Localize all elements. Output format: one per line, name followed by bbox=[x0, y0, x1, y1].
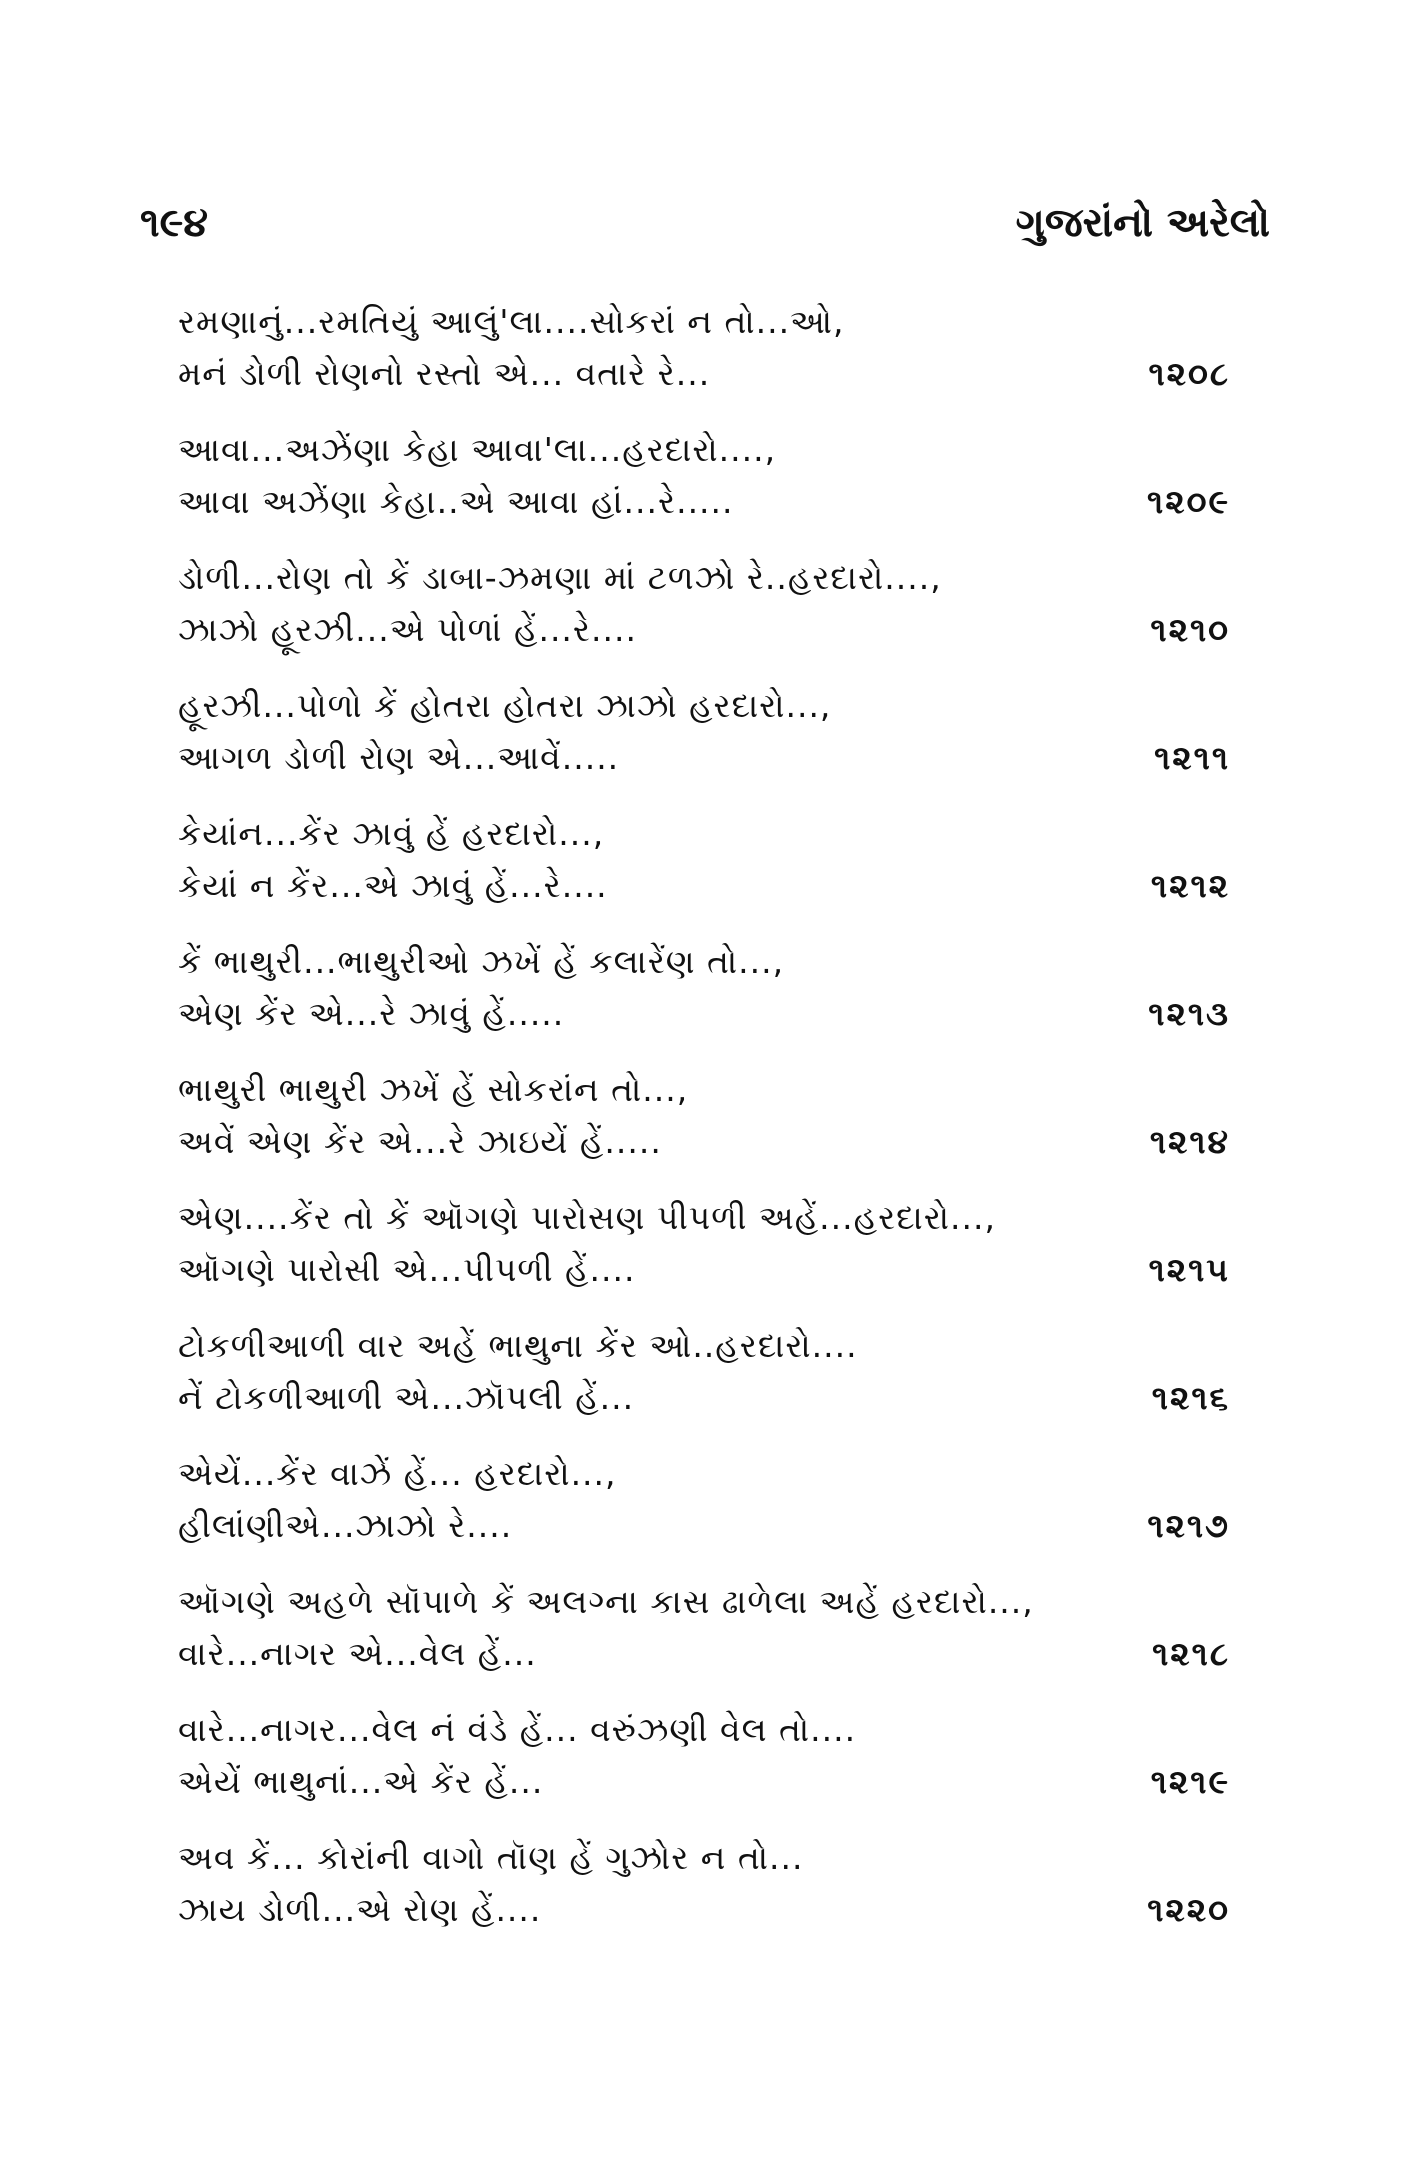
stanza-line-1: આવા...અઝેંણા કેહા આવા'લા...હરદારો...., bbox=[178, 430, 777, 469]
stanza bbox=[178, 812, 1230, 940]
stanza-line-2: આગળ ડોળી રોણ એ...આવેં..... bbox=[178, 738, 620, 777]
stanza-line-1: એણ....કેંર તો કેં ઑગણે પારોસણ પીપળી અહેં...હરદારો..., bbox=[178, 1198, 996, 1237]
stanza-line-1: ટોકળીઆળી વાર અહેં ભાથુના કેંર ઓ..હરદારો.... bbox=[178, 1326, 858, 1365]
stanza bbox=[178, 1708, 1230, 1836]
stanza-line-2: ઑગણે પારોસી એ...પીપળી હેં.... bbox=[178, 1250, 636, 1289]
stanza-line-2: વારે...નાગર એ...વેલ હેં... bbox=[178, 1634, 537, 1673]
stanza-line-2: નેં ટોકળીઆળી એ...ઝૉપલી હેં... bbox=[178, 1378, 635, 1417]
stanza-line-1: વારે...નાગર...વેલ નં વંડે હેં... વરુંઝણી વેલ તો.... bbox=[178, 1710, 857, 1749]
stanza bbox=[178, 556, 1230, 684]
verse-number: ૧૨૧૯ bbox=[1150, 1762, 1230, 1801]
page-header bbox=[140, 200, 1270, 260]
stanza-line-2: અવેં એણ કેંર એ...રે ઝાઇયેં હેં..... bbox=[178, 1122, 662, 1161]
stanza-list bbox=[178, 300, 1230, 1964]
verse-number: ૧૨૧૮ bbox=[1152, 1634, 1230, 1673]
stanza-line-1: એયેં...કેંર વાઝેં હેં... હરદારો..., bbox=[178, 1454, 617, 1493]
stanza-line-1: અવ કેં... કોરાંની વાગો તૉણ હેં ગુઝોર ન તો... bbox=[178, 1838, 804, 1877]
verse-number: ૧૨૧૦ bbox=[1150, 610, 1230, 649]
stanza-line-1: ડોળી...રોણ તો કેં ડાબા-ઝમણા માં ટળઝો રે..હરદારો...., bbox=[178, 558, 942, 597]
stanza-line-1: ઑગણે અહળે સૉપાળે કેં અલગ્ના કાસ ઢાળેલા અહેં હરદારો..., bbox=[178, 1582, 1034, 1621]
stanza-line-1: ભાથુરી ભાથુરી ઝખેં હેં સોકરાંન તો..., bbox=[178, 1070, 689, 1109]
stanza-line-2: ઝાય ડોળી...એ રોણ હેં.... bbox=[178, 1890, 542, 1929]
stanza bbox=[178, 1836, 1230, 1964]
stanza-line-2: એણ કેંર એ...રે ઝાવું હેં..... bbox=[178, 994, 565, 1033]
stanza-line-1: કેયાંન...કેંર ઝાવું હેં હરદારો..., bbox=[178, 814, 605, 853]
stanza bbox=[178, 1452, 1230, 1580]
verse-number: ૧૨૧૬ bbox=[1151, 1378, 1230, 1417]
verse-number: ૧૨૧૩ bbox=[1148, 994, 1230, 1033]
stanza bbox=[178, 940, 1230, 1068]
stanza-line-2: કેયાં ન કેંર...એ ઝાવું હેં...રે.... bbox=[178, 866, 608, 905]
running-head: ગુજરાંનો અરેલો bbox=[1015, 200, 1270, 246]
stanza bbox=[178, 1580, 1230, 1708]
stanza-line-2: એયેં ભાથુનાં...એ કેંર હેં... bbox=[178, 1762, 544, 1801]
stanza-line-1: રમણાનું...રમતિયું આલું'લા....સોકરાં ન તો...ઓ, bbox=[178, 302, 845, 341]
stanza bbox=[178, 428, 1230, 556]
stanza bbox=[178, 1068, 1230, 1196]
stanza bbox=[178, 1324, 1230, 1452]
stanza-line-1: કેં ભાથુરી...ભાથુરીઓ ઝખેં હેં કલારેંણ તો..., bbox=[178, 942, 785, 981]
verse-number: ૧૨૧૪ bbox=[1149, 1122, 1230, 1161]
verse-number: ૧૨૧૨ bbox=[1150, 866, 1230, 905]
stanza-line-2: મનં ડોળી રોણનો રસ્તો એ... વતારે રે... bbox=[178, 354, 711, 393]
stanza-line-2: ઝાઝો હૂરઝી...એ પોળાં હેં...રે.... bbox=[178, 610, 637, 649]
stanza bbox=[178, 1196, 1230, 1324]
stanza-line-2: હીલાંણીએ...ઝાઝો રે.... bbox=[178, 1506, 513, 1545]
stanza-line-2: આવા અઝેંણા કેહા..એ આવા હાં...રે..... bbox=[178, 482, 734, 521]
verse-number: ૧૨૦૯ bbox=[1147, 482, 1230, 521]
verse-number: ૧૨૧૫ bbox=[1148, 1250, 1230, 1289]
verse-number: ૧૨૦૮ bbox=[1148, 354, 1230, 393]
stanza bbox=[178, 684, 1230, 812]
page-number: ૧૯૪ bbox=[140, 200, 209, 246]
stanza-line-1: હૂરઝી...પોળો કેં હોતરા હોતરા ઝાઝો હરદારો..., bbox=[178, 686, 832, 725]
verse-number: ૧૨૧૧ bbox=[1154, 738, 1230, 777]
verse-number: ૧૨૨૦ bbox=[1147, 1890, 1230, 1929]
verse-number: ૧૨૧૭ bbox=[1147, 1506, 1230, 1545]
stanza bbox=[178, 300, 1230, 428]
